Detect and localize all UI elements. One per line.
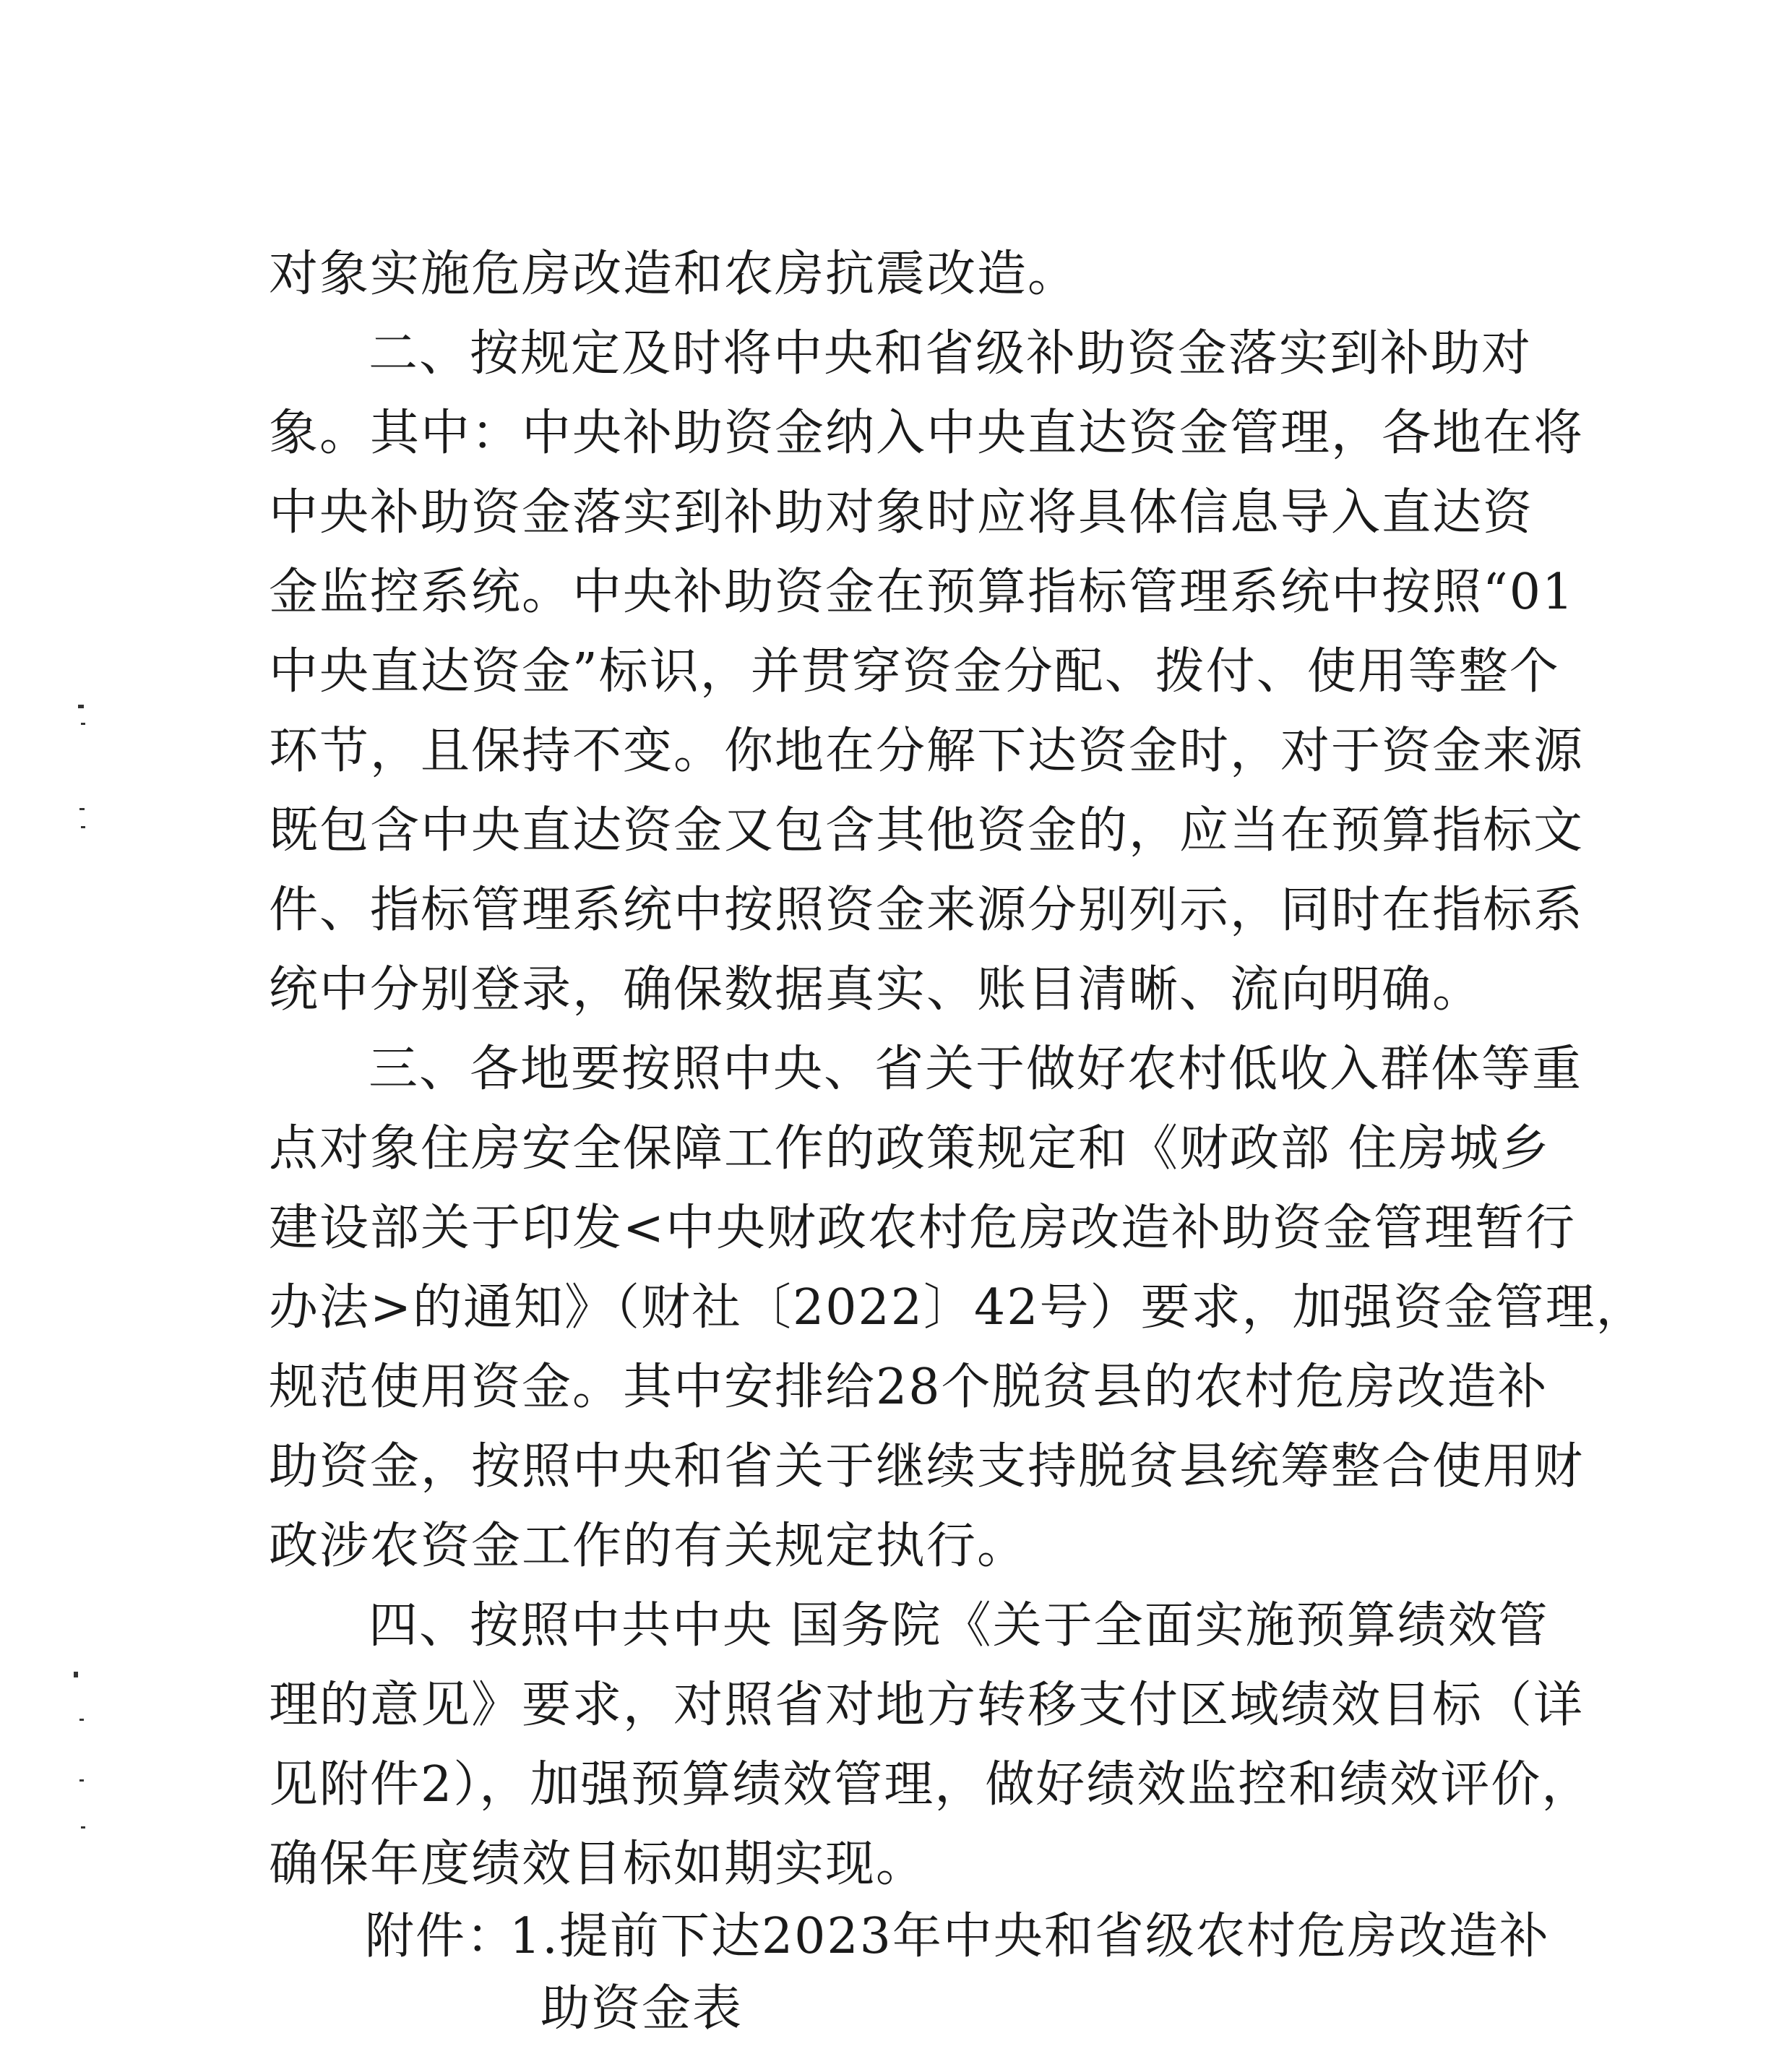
scan-mark bbox=[79, 808, 85, 810]
paragraph-line: 象。其中：中央补助资金纳入中央直达资金管理，各地在将 bbox=[269, 405, 1585, 462]
paragraph-line: 助资金，按照中央和省关于继续支持脱贫县统筹整合使用财 bbox=[269, 1438, 1585, 1495]
paragraph-line: 确保年度绩效目标如期实现。 bbox=[269, 1836, 927, 1893]
scan-mark bbox=[79, 1779, 84, 1782]
attachment-label: 附件： bbox=[365, 1908, 517, 1965]
paragraph-line: 建设部关于印发<中央财政农村危房改造补助资金管理暂行 bbox=[269, 1200, 1576, 1257]
paragraph-line: 理的意见》要求，对照省对地方转移支付区域绩效目标（详 bbox=[269, 1677, 1585, 1734]
paragraph-line: 点对象住房安全保障工作的政策规定和《财政部 住房城乡 bbox=[269, 1120, 1551, 1177]
paragraph-line: 办法>的通知》（财社〔2022〕42号）要求，加强资金管理， bbox=[269, 1279, 1647, 1336]
paragraph-line: 统中分别登录，确保数据真实、账目清晰、流向明确。 bbox=[269, 961, 1483, 1018]
paragraph-line: 既包含中央直达资金又包含其他资金的，应当在预算指标文 bbox=[269, 802, 1585, 859]
paragraph-line: 政涉农资金工作的有关规定执行。 bbox=[269, 1518, 1028, 1575]
paragraph-line: 规范使用资金。其中安排给28个脱贫县的农村危房改造补 bbox=[269, 1359, 1548, 1416]
paragraph-line: 二、按规定及时将中央和省级补助资金落实到补助对 bbox=[369, 325, 1533, 382]
scan-mark bbox=[78, 705, 84, 708]
attachment-item: 1.提前下达2023年中央和省级农村危房改造补 bbox=[509, 1908, 1550, 1965]
scan-mark bbox=[81, 723, 85, 725]
scan-mark bbox=[81, 1826, 85, 1829]
paragraph-line: 金监控系统。中央补助资金在预算指标管理系统中按照“01 bbox=[269, 564, 1575, 621]
scan-mark bbox=[74, 1672, 78, 1677]
scan-mark bbox=[81, 826, 85, 828]
scan-mark bbox=[79, 1719, 84, 1721]
paragraph-line: 对象实施危房改造和农房抗震改造。 bbox=[269, 246, 1079, 303]
paragraph-line: 四、按照中共中央 国务院《关于全面实施预算绩效管 bbox=[369, 1597, 1549, 1654]
paragraph-line: 三、各地要按照中央、省关于做好农村低收入群体等重 bbox=[369, 1041, 1583, 1098]
paragraph-line: 见附件2），加强预算绩效管理，做好绩效监控和绩效评价， bbox=[269, 1756, 1593, 1813]
paragraph-line: 中央补助资金落实到补助对象时应将具体信息导入直达资 bbox=[269, 484, 1534, 541]
paragraph-line: 环节，且保持不变。你地在分解下达资金时，对于资金来源 bbox=[269, 723, 1585, 780]
paragraph-line: 件、指标管理系统中按照资金来源分别列示，同时在指标系 bbox=[269, 882, 1585, 939]
paragraph-line: 中央直达资金”标识，并贯穿资金分配、拨付、使用等整个 bbox=[269, 643, 1560, 700]
attachment-item-continuation: 助资金表 bbox=[540, 1980, 744, 2037]
